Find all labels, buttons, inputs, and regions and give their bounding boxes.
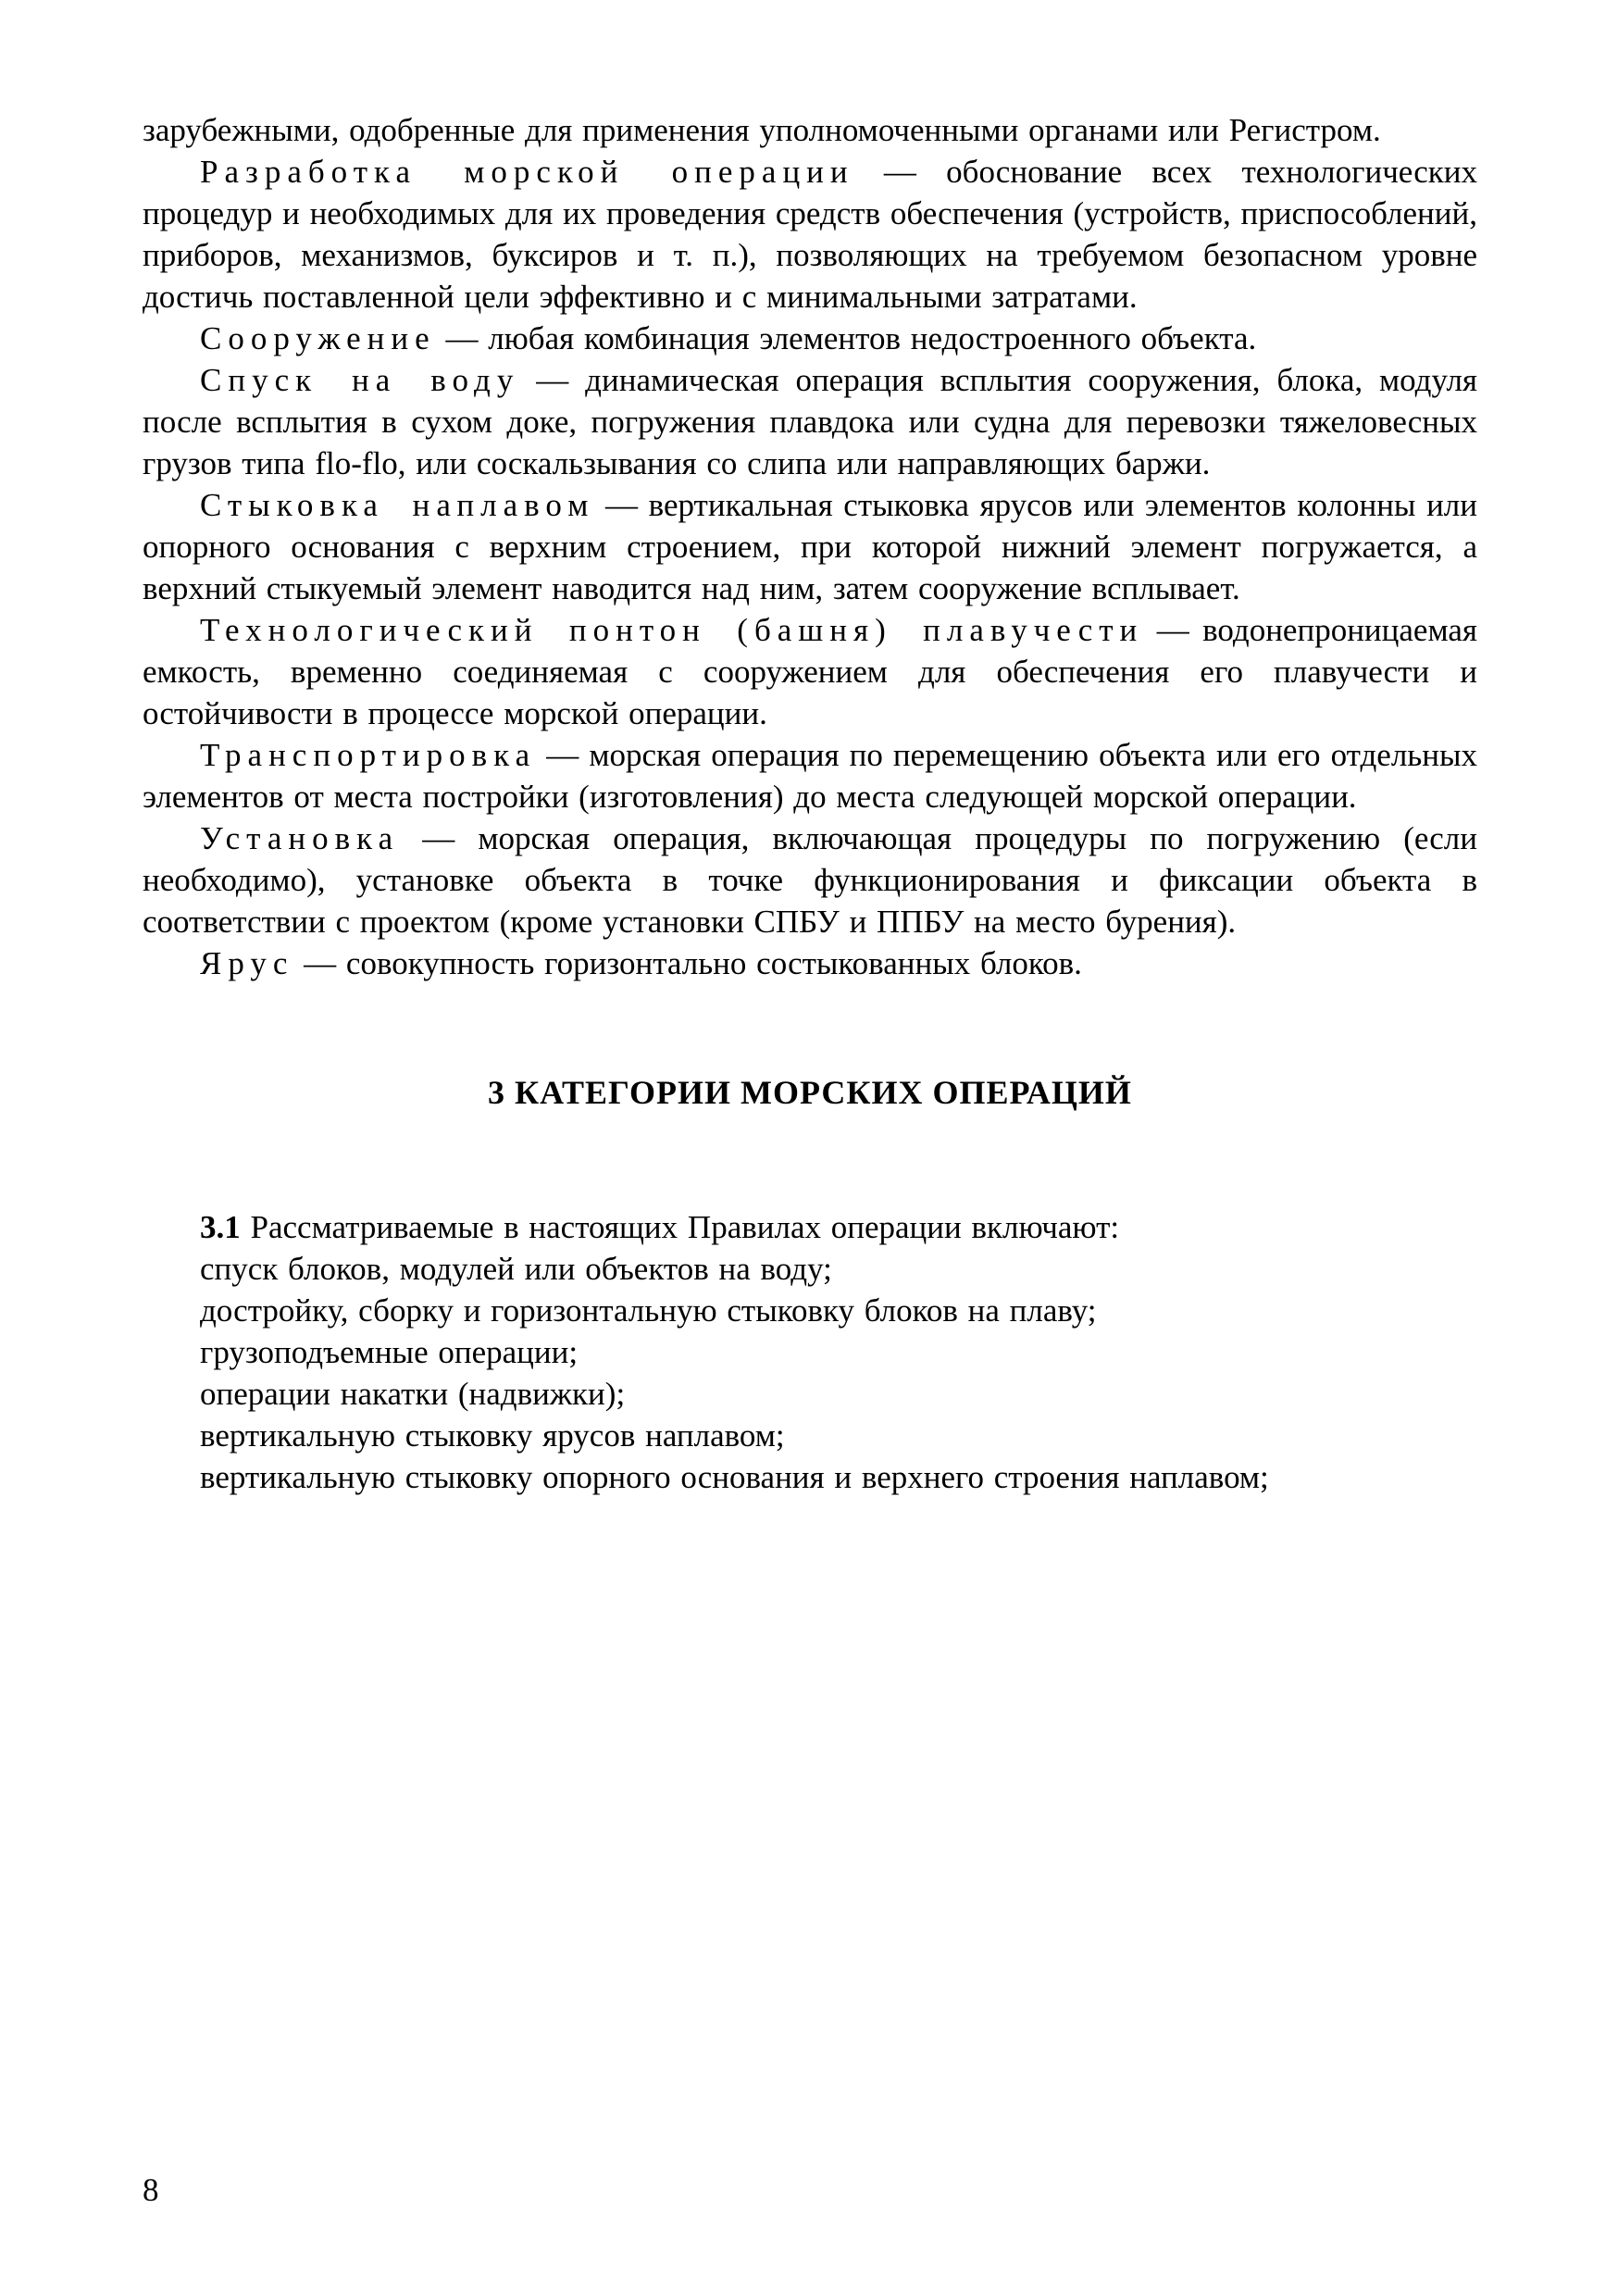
list-item: грузоподъемные операции;: [200, 1334, 579, 1370]
definition-term: Установка: [200, 820, 400, 856]
definition-text: — динамическая операция всплытия сооружения, блока, модуля после всплытия в сухом доке, погружения плавдока или судна для перевозки тяжеловесных грузов типа flo-flo, или соскальзывания со слипа или направляющих баржи.: [143, 362, 1478, 481]
definition-term: Спуск на воду: [200, 362, 520, 398]
definition-paragraph: [143, 318, 1477, 359]
definition-text: — морская операция по перемещению объекта или его отдельных элементов от места постройки (изготовления) до места следующей морской операции.: [143, 737, 1477, 815]
list-item: операции накатки (надвижки);: [200, 1376, 626, 1412]
list-item: спуск блоков, модулей или объектов на воду;: [200, 1251, 832, 1287]
definition-paragraph: [143, 151, 1477, 318]
definition-term: Транспортировка: [200, 737, 537, 773]
paragraph-continuation: зарубежными, одобренные для применения уполномоченными органами или Регистром.: [143, 112, 1381, 148]
definition-term: Ярус: [200, 945, 294, 981]
definition-term: Разработка морской операции: [200, 154, 854, 190]
definition-paragraph: [143, 484, 1477, 609]
text-column: [143, 109, 1477, 1498]
definition-paragraph: [143, 734, 1477, 817]
definition-paragraph: [143, 359, 1477, 484]
page-number: 8: [143, 2172, 159, 2208]
clause-3-1: [143, 1206, 1477, 1248]
list-item: вертикальную стыковку опорного основания и верхнего строения наплавом;: [200, 1459, 1269, 1495]
definition-text: — морская операция, включающая процедуры по погружению (если необходимо), установке объекта в точке функционирования и фиксации объекта в соответствии с проектом (кроме установки СПБУ и ППБУ на место бурения).: [143, 820, 1477, 940]
definition-text: — обоснование всех технологических процедур и необходимых для их проведения средств обеспечения (устройств, приспособлений, приборов, механизмов, буксиров и т. п.), позволяющих на требуемом безопасном уровне достичь поставленной цели эффективно и с минимальными затратами.: [143, 154, 1477, 315]
definition-text: — любая комбинация элементов недостроенного объекта.: [435, 320, 1257, 356]
definition-paragraph: [143, 609, 1477, 734]
list-item: вертикальную стыковку ярусов наплавом;: [200, 1417, 785, 1454]
clause-number: 3.1: [200, 1209, 241, 1245]
definition-paragraph: [143, 817, 1477, 942]
section-heading: 3 КАТЕГОРИИ МОРСКИХ ОПЕРАЦИЙ: [488, 1074, 1132, 1111]
definition-term: Технологический понтон (башня) плавучести: [200, 612, 1144, 648]
definition-term: Сооружение: [200, 320, 436, 356]
definition-text: — совокупность горизонтально состыкованных блоков.: [293, 945, 1082, 981]
definition-term: Стыковка наплавом: [200, 487, 595, 523]
definition-text: — водонепроницаемая емкость, временно соединяемая с сооружением для обеспечения его плавучести и остойчивости в процессе морской операции.: [143, 612, 1477, 731]
clause-text: Рассматриваемые в настоящих Правилах операции включают:: [240, 1209, 1120, 1245]
definition-paragraph: [143, 942, 1477, 984]
list-item: достройку, сборку и горизонтальную стыковку блоков на плаву;: [200, 1292, 1097, 1329]
definition-text: — вертикальная стыковка ярусов или элементов колонны или опорного основания с верхним строением, при которой нижний элемент погружается, а верхний стыкуемый элемент наводится над ним, затем сооружение всплывает.: [143, 487, 1477, 606]
